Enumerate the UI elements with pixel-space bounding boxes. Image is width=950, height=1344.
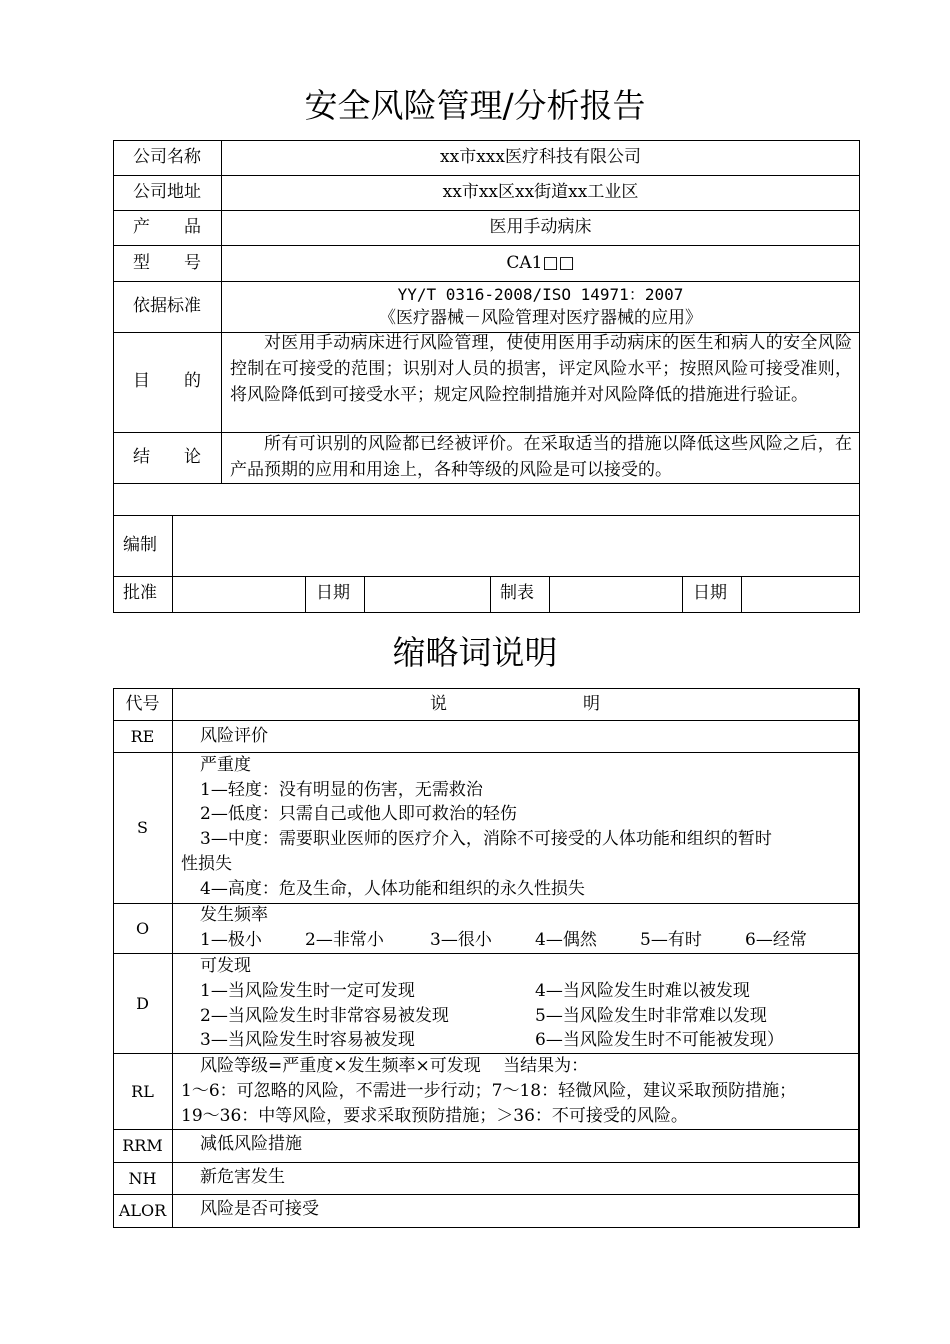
- standard-label: 依据标准: [133, 296, 201, 316]
- desc-rrm: 减低风险措施: [200, 1134, 302, 1154]
- code-alor: ALOR: [118, 1201, 167, 1220]
- purpose-label: 目 的: [133, 371, 201, 391]
- o-item-3: 3—很小: [430, 930, 492, 950]
- code-re: RE: [130, 727, 155, 746]
- abbr-title: 缩略词说明: [392, 633, 558, 672]
- rl-line-1: 风险等级=严重度×发生频率×可发现 当结果为：: [200, 1056, 589, 1076]
- o-item-6: 6—经常: [745, 930, 807, 950]
- o-line-1: 发生频率: [200, 905, 268, 925]
- d-right-1: 4—当风险发生时难以被发现: [535, 981, 750, 1001]
- header-description: 说 明: [430, 694, 600, 714]
- company-address-label: 公司地址: [133, 182, 201, 202]
- s-line-1: 严重度: [200, 755, 251, 775]
- s-line-2: 1—轻度：没有明显的伤害，无需救治: [200, 780, 483, 800]
- s-line-6: 4—高度：危及生命，人体功能和组织的永久性损失: [200, 879, 585, 899]
- prepared-label: 编制: [123, 535, 157, 555]
- product-value: 医用手动病床: [489, 217, 592, 237]
- model-label: 型 号: [133, 253, 201, 273]
- report-title: 安全风险管理/分析报告: [304, 86, 646, 125]
- purpose-text: 对医用手动病床进行风险管理，使使用医用手动病床的医生和病人的安全风险控制在可接受的范围；识别对人员的损害，评定风险水平；按照风险可接受准则，将风险降低到可接受水平；规定风险控制措施并对风险降低的措施进行验证。: [230, 333, 852, 405]
- desc-nh: 新危害发生: [200, 1167, 285, 1187]
- desc-alor: 风险是否可接受: [200, 1199, 319, 1219]
- d-line-1: 可发现: [200, 956, 251, 976]
- company-name-value: xx市xxx医疗科技有限公司: [440, 147, 641, 167]
- date-label-2: 日期: [693, 583, 727, 603]
- approved-label: 批准: [123, 583, 157, 603]
- standard-title: 《医疗器械－风险管理对医疗器械的应用》: [379, 308, 702, 328]
- conclusion-label: 结 论: [133, 447, 201, 467]
- company-name-label: 公司名称: [133, 147, 201, 167]
- code-rrm: RRM: [122, 1136, 163, 1155]
- company-address-value: xx市xx区xx街道xx工业区: [442, 182, 639, 202]
- code-d: D: [136, 994, 149, 1013]
- s-line-3: 2—低度：只需自己或他人即可救治的轻伤: [200, 804, 517, 824]
- code-s: S: [137, 818, 148, 837]
- rl-line-3: 19～36：中等风险，要求采取预防措施；＞36：不可接受的风险。: [181, 1106, 688, 1126]
- conclusion-text: 所有可识别的风险都已经被评价。在采取适当的措施以降低这些风险之后，在产品预期的应用和用途上，各种等级的风险是可以接受的。: [230, 434, 852, 480]
- tabulated-label: 制表: [500, 583, 534, 603]
- o-item-2: 2—非常小: [305, 930, 384, 950]
- header-code: 代号: [125, 694, 160, 714]
- o-item-5: 5—有时: [640, 930, 702, 950]
- d-right-3: 6—当风险发生时不可能被发现）: [535, 1030, 784, 1050]
- o-item-1: 1—极小: [200, 930, 262, 950]
- code-o: O: [135, 919, 150, 938]
- model-value: CA1□□: [506, 253, 575, 273]
- code-rl: RL: [131, 1082, 154, 1101]
- d-left-3: 3—当风险发生时容易被发现: [200, 1030, 415, 1050]
- d-left-2: 2—当风险发生时非常容易被发现: [200, 1006, 449, 1026]
- o-item-4: 4—偶然: [535, 930, 597, 950]
- desc-re: 风险评价: [200, 726, 268, 746]
- rl-line-2: 1～6：可忽略的风险，不需进一步行动；7～18：轻微风险，建议采取预防措施；: [181, 1081, 797, 1101]
- s-line-4: 3—中度：需要职业医师的医疗介入，消除不可接受的人体功能和组织的暂时: [200, 829, 772, 849]
- product-label: 产 品: [133, 217, 201, 237]
- standard-code: YY/T 0316-2008/ISO 14971：2007: [397, 285, 684, 304]
- s-line-5: 性损失: [181, 854, 232, 874]
- code-nh: NH: [128, 1169, 157, 1188]
- d-right-2: 5—当风险发生时非常难以发现: [535, 1006, 767, 1026]
- date-label-1: 日期: [316, 583, 350, 603]
- d-left-1: 1—当风险发生时一定可发现: [200, 981, 415, 1001]
